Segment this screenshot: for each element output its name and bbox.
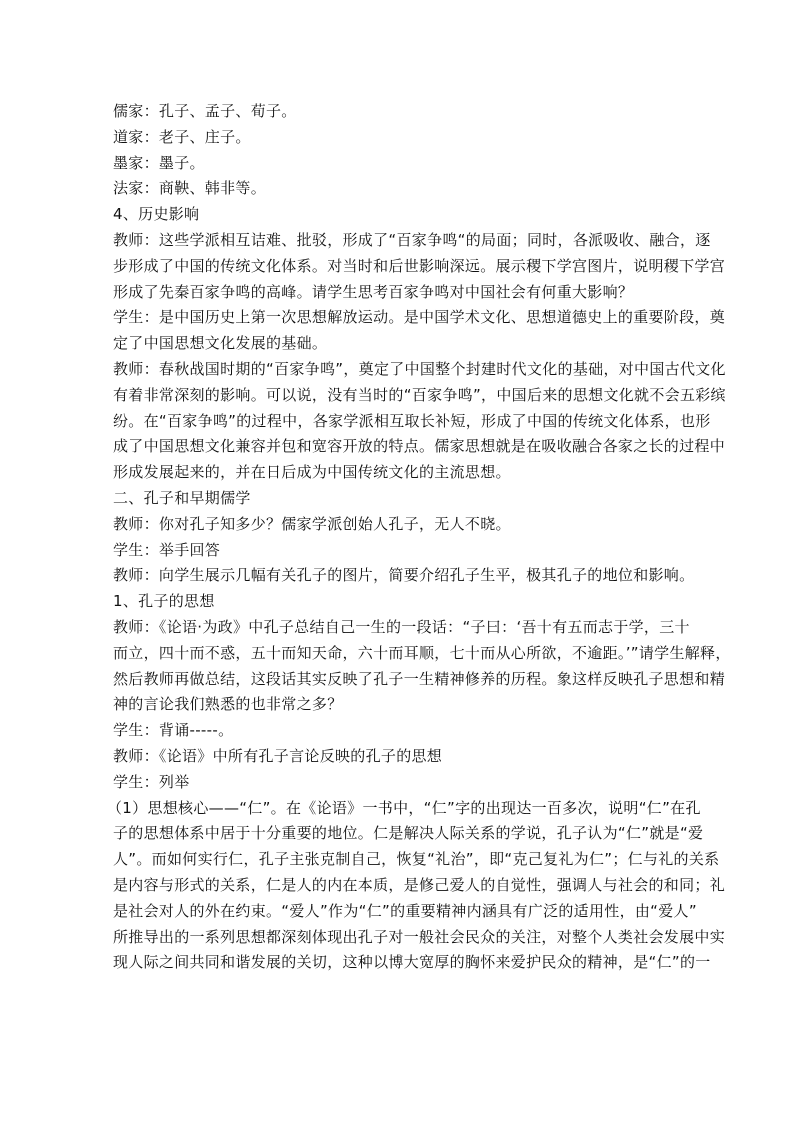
text-line: 有着非常深刻的影响。可以说，没有当时的“百家争鸣”，中国后来的思想文化就不会五彩缤: [113, 385, 726, 404]
text-line: 步形成了中国的传统文化体系。对当时和后世影响深远。展示稷下学宫图片，说明稷下学宫: [113, 256, 726, 275]
text-line: 纷。在“百家争鸣”的过程中，各家学派相互取长补短，形成了中国的传统文化体系，也形: [113, 411, 711, 430]
text-line: 形成了先秦百家争鸣的高峰。请学生思考百家争鸣对中国社会有何重大影响？: [113, 282, 634, 301]
text-line: 所推导出的一系列思想都深刻体现出孔子对一般社会民众的关注，对整个人类社会发展中实: [113, 927, 726, 946]
text-line: 而立，四十而不惑，五十而知天命，六十而耳顺，七十而从心所欲，不逾距。’”请学生解释，: [113, 643, 731, 662]
text-line: 然后教师再做总结，这段话其实反映了孔子一生精神修养的历程。象这样反映孔子思想和精: [113, 669, 726, 688]
text-line: 神的言论我们熟悉的也非常之多？: [113, 695, 343, 714]
section-heading: 4、历史影响: [113, 205, 200, 224]
text-line: 形成发展起来的，并在日后成为中国传统文化的主流思想。: [113, 463, 511, 482]
text-line: 人”。而如何实行仁，孔子主张克制自己，恢复“礼治”，即“克己复礼为仁”；仁与礼的关系: [113, 850, 720, 869]
text-line: 学生：举手回答: [113, 540, 221, 559]
text-line: 成了中国思想文化兼容并包和宽容开放的特点。儒家思想就是在吸收融合各家之长的过程中: [113, 437, 726, 456]
text-line: 教师：向学生展示几幅有关孔子的图片，简要介绍孔子生平，极其孔子的地位和影响。: [113, 566, 695, 585]
text-line: 现人际之间共同和谐发展的关切，这种以博大宽厚的胸怀来爱护民众的精神，是“仁”的一: [113, 953, 711, 972]
text-line: 学生：背诵-----。: [113, 721, 234, 740]
text-line: 墨家：墨子。: [113, 153, 205, 172]
text-line: 是内容与形式的关系，仁是人的内在本质，是修己爱人的自觉性，强调人与社会的和同；礼: [113, 875, 726, 894]
text-line: 教师：春秋战国时期的“百家争鸣”，奠定了中国整个封建时代文化的基础，对中国古代文化: [113, 359, 726, 378]
text-line: 定了中国思想文化发展的基础。: [113, 334, 328, 353]
text-line: 学生：是中国历史上第一次思想解放运动。是中国学术文化、思想道德史上的重要阶段，奠: [113, 308, 726, 327]
document-body: [107, 99, 731, 976]
text-line: （1）思想核心——“仁”。在《论语》一书中，“仁”字的出现达一百多次，说明“仁”在孔: [107, 798, 701, 817]
text-line: 教师：你对孔子知多少？儒家学派创始人孔子，无人不晓。: [113, 514, 511, 533]
text-line: 儒家：孔子、孟子、荀子。: [113, 102, 297, 120]
section-heading: 1、孔子的思想: [113, 592, 215, 611]
text-line: 子的思想体系中居于十分重要的地位。仁是解决人际关系的学说，孔子认为“仁”就是“爱: [113, 824, 704, 843]
section-heading: 二、孔子和早期儒学: [113, 488, 251, 507]
text-line: 教师：这些学派相互诘难、批驳，形成了“百家争鸣“的局面；同时，各派吸收、融合，逐: [113, 230, 711, 249]
text-line: 学生：列举: [113, 772, 190, 791]
text-line: 道家：老子、庄子。: [113, 127, 251, 146]
text-line: 是社会对人的外在约束。“爱人”作为“仁”的重要精神内涵具有广泛的适用性，由“爱人”: [113, 901, 697, 920]
text-line: 教师：《论语》中所有孔子言论反映的孔子的思想: [113, 746, 443, 765]
text-line: 教师：《论语·为政》中孔子总结自己一生的一段话：“子曰：‘吾十有五而志于学，三十: [113, 617, 690, 636]
text-line: 法家：商鞅、韩非等。: [113, 179, 267, 198]
